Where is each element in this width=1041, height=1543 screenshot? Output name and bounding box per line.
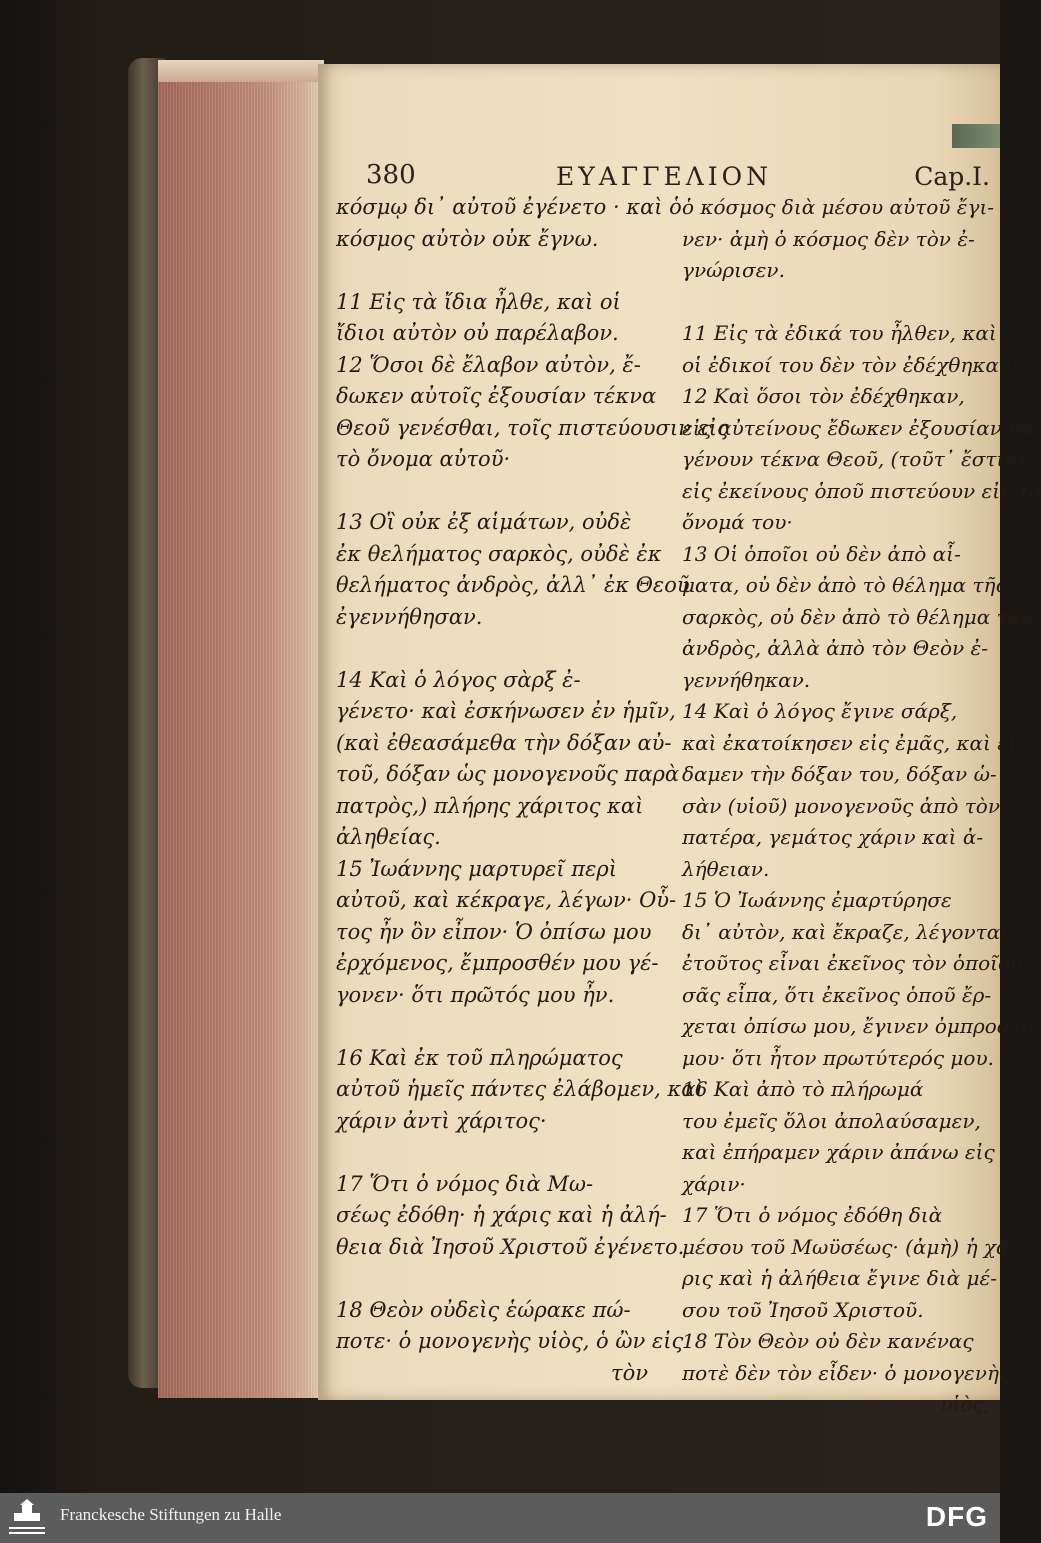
chapter-label: Cap.I. — [914, 162, 990, 191]
text-line: Θεοῦ γενέσθαι, τοῖς πιστεύουσιν εἰς — [336, 415, 729, 440]
text-line: 18 Τὸν Θεὸν οὐ δὲν κανένας — [682, 1329, 974, 1353]
text-line: (καὶ ἐθεασάμεθα τὴν δόξαν αὐ- — [336, 730, 672, 755]
paragraph-gap — [336, 633, 656, 665]
text-line: ἐκ θελήματος σαρκὸς, οὐδὲ ἐκ — [336, 541, 662, 566]
running-title: ΕΥΑΓΓΕΛΙΟΝ — [556, 162, 773, 191]
text-line: γνώρισεν. — [682, 258, 785, 282]
right-column-vernacular — [682, 192, 1041, 1421]
text-line: ματα, οὐ δὲν ἀπὸ τὸ θέλημα τῆς — [682, 573, 1007, 597]
text-line: σᾶς εἶπα, ὅτι ἐκεῖνος ὁποῦ ἔρ- — [682, 982, 992, 1007]
text-line: σέως ἐδόθη· ἡ χάρις καὶ ἡ ἀλή- — [336, 1203, 667, 1227]
text-line: γένετο· καὶ ἐσκήνωσεν ἐν ἡμῖν, — [336, 699, 676, 723]
text-line: 17 Ὅτι ὁ νόμος ἐδόθη διὰ — [682, 1203, 943, 1227]
text-line: ἐγεννήθησαν. — [336, 604, 483, 629]
text-line: χάριν ἀντὶ χάριτος· — [336, 1108, 547, 1133]
text-line: 16 Καὶ ἐκ τοῦ πληρώματος — [336, 1045, 623, 1070]
text-line: ρις καὶ ἡ ἀλήθεια ἔγινε διὰ μέ- — [682, 1266, 997, 1290]
text-line: μου· ὅτι ἦτον πρωτύτερός μου. — [682, 1045, 994, 1070]
text-line: γεννήθηκαν. — [682, 667, 811, 692]
paragraph-gap — [336, 476, 656, 508]
dfg-logo: DFG — [925, 1501, 988, 1532]
text-line: θεια διὰ Ἰησοῦ Χριστοῦ ἐγένετο. — [336, 1234, 685, 1259]
text-line: 15 Ἰωάννης μαρτυρεῖ περὶ — [336, 856, 617, 881]
page-fore-edge — [158, 60, 324, 1398]
text-line: του ἐμεῖς ὅλοι ἀπολαύσαμεν, — [682, 1108, 981, 1133]
page-number: 380 — [366, 160, 416, 190]
text-line: πατέρα, γεμάτος χάριν καὶ ἀ- — [682, 825, 984, 849]
text-line: 12 Ὅσοι δὲ ἔλαβον αὐτὸν, ἔ- — [336, 352, 641, 377]
text-line: πατρὸς,) πλήρης χάριτος καὶ — [336, 793, 644, 818]
text-line: σὰν (υἱοῦ) μονογενοῦς ἀπὸ τὸν — [682, 793, 1000, 818]
text-line: 11 Εἰς τὰ ἐδικά του ἦλθεν, καὶ — [682, 321, 997, 345]
paragraph-gap — [336, 1011, 656, 1043]
text-line: 16 Καὶ ἀπὸ τὸ πλήρωμά — [682, 1077, 924, 1101]
text-line: 14 Καὶ ὁ λόγος σὰρξ ἐ- — [336, 667, 581, 692]
text-line: τὸ ὄνομα αὐτοῦ· — [336, 447, 511, 471]
book-page — [318, 64, 1041, 1416]
text-line: λήθειαν. — [682, 856, 770, 881]
text-line: ὁ κόσμος διὰ μέσου αὐτοῦ ἔγι- — [682, 195, 995, 219]
text-line: ἴδιοι αὐτὸν οὐ παρέλαβον. — [336, 321, 619, 345]
text-line: μέσου τοῦ Μωϋσέως· (ἀμὴ) ἡ χά- — [682, 1234, 1017, 1259]
text-line: γένουν τέκνα Θεοῦ, (τοῦτ᾽ ἔστιν) — [682, 447, 1025, 471]
text-line: ποτε· ὁ μονογενὴς υἱὸς, ὁ ὢν εἰς — [336, 1329, 684, 1353]
text-line: 13 Οἱ ὁποῖοι οὐ δὲν ἀπὸ αἷ- — [682, 541, 961, 566]
text-line: νεν· ἀμὴ ὁ κόσμος δὲν τὸν ἐ- — [682, 226, 975, 251]
text-line: 13 Οἳ οὐκ ἐξ αἱμάτων, οὐδὲ — [336, 510, 632, 534]
text-line: 18 Θεὸν οὐδεὶς ἑώρακε πώ- — [336, 1297, 631, 1322]
page-header — [318, 160, 1000, 196]
text-line: εἰς ἐκείνους ὁποῦ πιστεύουν εἰς τὸ — [682, 478, 1041, 503]
text-line: αὐτοῦ ἡμεῖς πάντες ἐλάβομεν, καὶ — [336, 1077, 704, 1101]
ribbon-marker — [952, 124, 1000, 148]
catchword: υἱὸς, — [940, 1392, 990, 1416]
text-line: τος ἦν ὃν εἶπον· Ὁ ὀπίσω μου — [336, 919, 652, 944]
paragraph-gap — [682, 287, 998, 319]
text-line: καὶ ἐπήραμεν χάριν ἀπάνω εἰς — [682, 1140, 995, 1164]
text-line: καὶ ἐκατοίκησεν εἰς ἐμᾶς, καὶ εἴ- — [682, 730, 1023, 755]
text-line: θελήματος ἀνδρὸς, ἀλλ᾽ ἐκ Θεοῦ — [336, 573, 690, 597]
text-line: τοῦ, δόξαν ὡς μονογενοῦς παρὰ — [336, 762, 680, 786]
text-line: κόσμῳ δι᾽ αὐτοῦ ἐγένετο · καὶ ὁ — [336, 195, 682, 219]
text-line: δι᾽ αὐτὸν, καὶ ἔκραζε, λέγοντας· — [682, 919, 1018, 944]
text-line: χάριν· — [682, 1171, 746, 1196]
text-line: ποτὲ δὲν τὸν εἶδεν· ὁ μονογενὴς — [682, 1360, 1011, 1385]
text-line: ἀληθείας. — [336, 825, 441, 849]
text-line: ἐτοῦτος εἶναι ἐκεῖνος τὸν ὁποῖον — [682, 951, 1023, 975]
text-line: σου τοῦ Ἰησοῦ Χριστοῦ. — [682, 1297, 924, 1322]
franckesche-logo-icon — [6, 1497, 48, 1539]
text-line: 14 Καὶ ὁ λόγος ἔγινε σάρξ, — [682, 699, 958, 723]
text-line: 17 Ὅτι ὁ νόμος διὰ Μω- — [336, 1171, 594, 1196]
paragraph-gap — [336, 1263, 656, 1295]
footer-bar — [0, 1493, 1000, 1543]
text-line: ὄνομά του· — [682, 510, 793, 534]
text-line: ἐρχόμενος, ἔμπροσθέν μου γέ- — [336, 951, 659, 975]
text-line: εἰς αὐτείνους ἔδωκεν ἐξουσίαν νὰ — [682, 415, 1034, 440]
text-line: κόσμος αὐτὸν οὐκ ἔγνω. — [336, 226, 599, 251]
institution-name: Franckesche Stiftungen zu Halle — [60, 1505, 282, 1524]
paragraph-gap — [336, 255, 656, 287]
text-line: 11 Εἰς τὰ ἴδια ἦλθε, καὶ οἱ — [336, 289, 621, 314]
text-line: αὐτοῦ, καὶ κέκραγε, λέγων· Οὗ- — [336, 888, 677, 912]
text-line: σαρκὸς, οὐ δὲν ἀπὸ τὸ θέλημα τοῦ — [682, 604, 1032, 629]
text-line: 15 Ὁ Ἰωάννης ἐμαρτύρησε — [682, 888, 952, 912]
catchword: τὸν — [610, 1360, 648, 1385]
text-line: χεται ὀπίσω μου, ἔγινεν ὀμπροστά — [682, 1014, 1036, 1038]
text-line: 12 Καὶ ὅσοι τὸν ἐδέχθηκαν, — [682, 384, 965, 408]
text-line: γονεν· ὅτι πρῶτός μου ἦν. — [336, 982, 615, 1007]
text-line: δωκεν αὐτοῖς ἐξουσίαν τέκνα — [336, 384, 657, 408]
text-line: οἱ ἐδικοί του δὲν τὸν ἐδέχθηκαν· — [682, 352, 1018, 377]
text-line: ἀνδρὸς, ἀλλὰ ἀπὸ τὸν Θεὸν ἐ- — [682, 636, 988, 660]
paragraph-gap — [336, 1137, 656, 1169]
text-line: δαμεν τὴν δόξαν του, δόξαν ὡ- — [682, 762, 997, 786]
